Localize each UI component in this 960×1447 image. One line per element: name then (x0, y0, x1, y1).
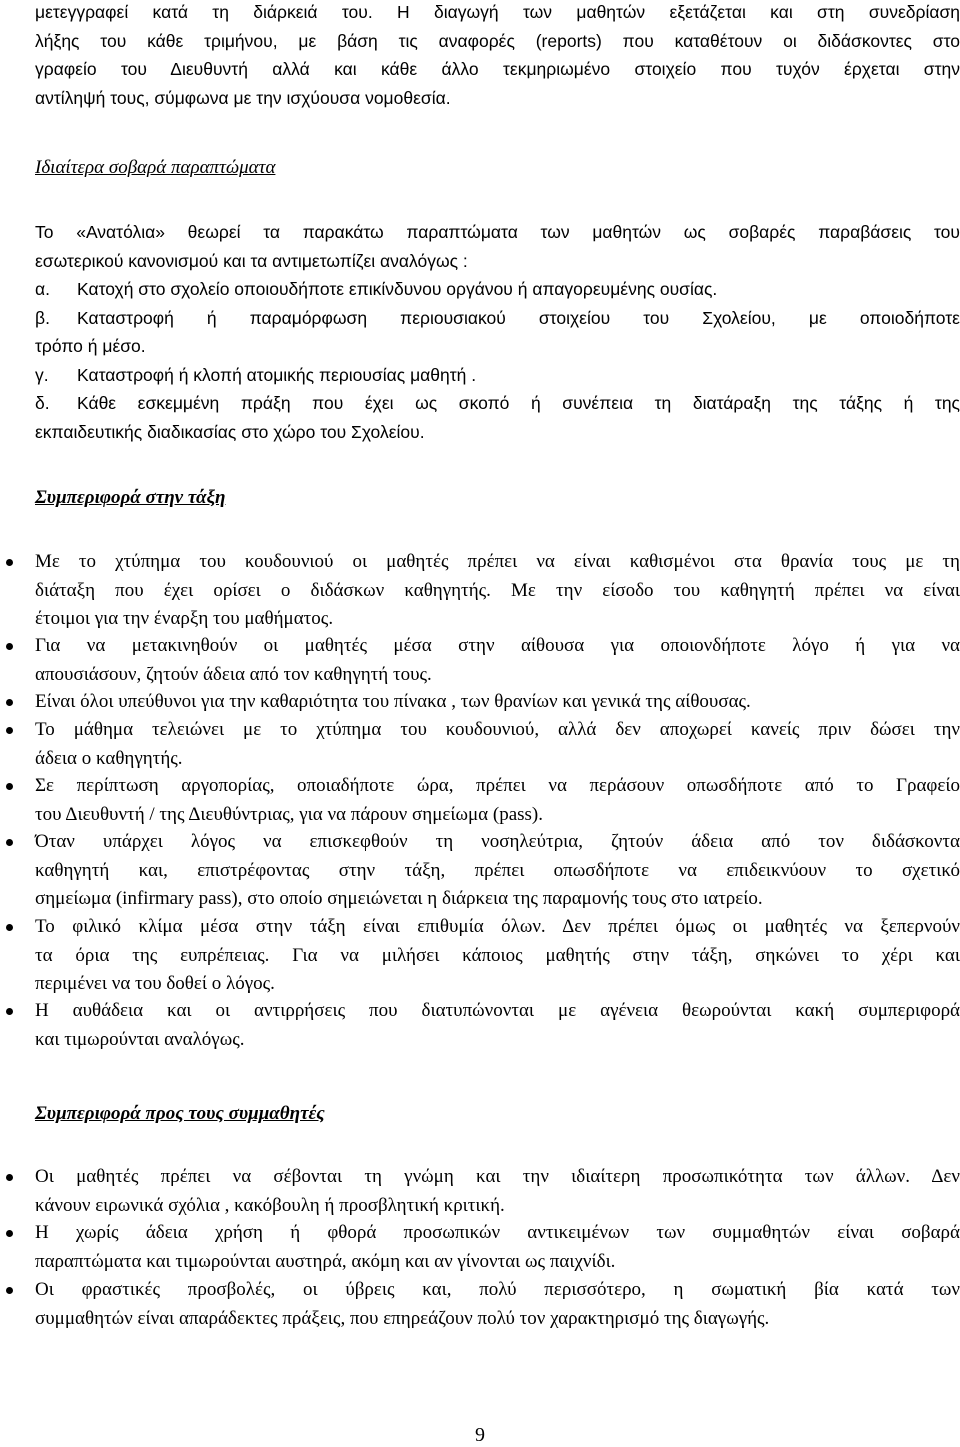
serious-offenses-body (35, 218, 960, 446)
bullet-icon (6, 1287, 13, 1294)
bullet-line: Για να μετακινηθούν οι μαθητές μέσα στην αίθουσα για οποιονδήποτε λόγο ή για να (35, 635, 960, 656)
bullet-line: περιμένει να του δοθεί ο λόγος. (35, 973, 275, 994)
bullet-icon (6, 839, 13, 846)
bullet-line: τα όρια της ευπρέπειας. Για να μιλήσει κάποιος μαθητής στην τάξη, σηκώνει το χέρι και (35, 944, 960, 966)
bullet-icon (6, 643, 13, 650)
bullet-line: διάταξη που έχει ορίσει ο διδάσκων καθηγητής. Με την είσοδο του καθηγητή πρέπει να είναι (35, 579, 960, 601)
bullet-icon (6, 559, 13, 566)
bullet-line: Η χωρίς άδεια χρήση ή φθορά προσωπικών αντικειμένων των συμμαθητών είναι σοβαρά (35, 1222, 960, 1243)
offense-item-a: α. Κατοχή στο σχολείο οποιουδήποτε επικίνδυνου οργάνου ή απαγορευμένης ουσίας. (35, 279, 718, 299)
bullet-icon (6, 1230, 13, 1237)
bullet-line: Το μάθημα τελειώνει με το χτύπημα του κουδουνιού, αλλά δεν αποχωρεί κανείς πριν δώσει την (35, 719, 960, 740)
offense-item-b: β. Καταστροφή ή παραμόρφωση περιουσιακού στοιχείου του Σχολείου, με οποιοδήποτε (35, 307, 960, 328)
bullet-line: και τιμωρούνται αναλόγως. (35, 1028, 245, 1050)
intro-line: μετεγγραφεί κατά τη διάρκειά του. Η διαγωγή των μαθητών εξετάζεται και στη συνεδρίαση (35, 2, 960, 22)
lead-line: Το «Ανατόλια» θεωρεί τα παρακάτω παραπτώματα των μαθητών ως σοβαρές παραβάσεις του (35, 222, 960, 242)
lead-line: εσωτερικού κανονισμού και τα αντιμετωπίζει αναλόγως : (35, 250, 468, 271)
bullet-line: απουσιάσουν, ζητούν άδεια από τον καθηγητή τους. (35, 663, 432, 685)
offense-item-d-cont: εκπαιδευτικής διαδικασίας στο χώρο του Σχολείου. (35, 421, 425, 442)
intro-paragraph (35, 0, 960, 112)
offense-item-d: δ. Κάθε εσκεμμένη πράξη που έχει ως σκοπό ή συνέπεια τη διατάραξη της τάξης ή της (35, 393, 960, 413)
bullet-line: Οι φραστικές προσβολές, οι ύβρεις και, πολύ περισσότερο, η σωματική βία κατά των (35, 1279, 960, 1300)
bullet-icon (6, 783, 13, 790)
bullet-line: Είναι όλοι υπεύθυνοι για την καθαριότητα του πίνακα , των θρανίων και γενικά της αίθουσας. (35, 691, 751, 712)
bullet-icon (6, 924, 13, 931)
bullet-line: Οι μαθητές πρέπει να σέβονται τη γνώμη και την ιδιαίτερη προσωπικότητα των άλλων. Δεν (35, 1166, 960, 1187)
bullet-line: σημείωμα (infirmary pass), στο οποίο σημειώνεται η διάρκεια της παραμονής τους στο ιατρείο. (35, 888, 763, 909)
intro-line: λήξης του κάθε τριμήνου, με βάση τις αναφορές (reports) που καταθέτουν οι διδάσκοντες στο (35, 30, 960, 51)
bullet-line: έτοιμοι για την έναρξη του μαθήματος. (35, 608, 334, 629)
bullet-line: Με το χτύπημα του κουδουνιού οι μαθητές πρέπει να είναι καθισμένοι στα θρανία τους με τη (35, 551, 960, 572)
page-number: 9 (475, 1424, 485, 1446)
section-heading-classroom-behavior: Συμπεριφορά στην τάξη (35, 487, 226, 508)
bullet-line: Όταν υπάρχει λόγος να επισκεφθούν τη νοσηλεύτρια, ζητούν άδεια από τον διδάσκοντα (35, 831, 960, 852)
intro-line: αντίληψή τους, σύμφωνα με την ισχύουσα νομοθεσία. (35, 87, 451, 108)
bullet-line: του Διευθυντή / της Διευθύντριας, για να πάρουν σημείωμα (pass). (35, 803, 543, 825)
section-heading-serious-offenses: Ιδιαίτερα σοβαρά παραπτώματα (35, 157, 276, 178)
section-heading-peer-behavior: Συμπεριφορά προς τους συμμαθητές (35, 1103, 325, 1124)
offense-item-c: γ. Καταστροφή ή κλοπή ατομικής περιουσίας μαθητή . (35, 364, 477, 385)
offense-item-b-cont: τρόπο ή μέσο. (35, 336, 146, 356)
bullet-icon (6, 699, 13, 706)
bullet-line: συμμαθητών είναι απαράδεκτες πράξεις, που επηρεάζουν πολύ τον χαρακτηρισμό της διαγωγής. (35, 1307, 770, 1329)
bullet-line: άδεια ο καθηγητής. (35, 747, 183, 769)
bullet-line: κάνουν ειρωνικά σχόλια , κακόβουλη ή προσβλητική κριτική. (35, 1194, 505, 1216)
bullet-icon (6, 1008, 13, 1015)
intro-line: γραφείο του Διευθυντή αλλά και κάθε άλλο τεκμηριωμένο στοιχείο που τυχόν έρχεται στην (35, 59, 960, 79)
bullet-line: Σε περίπτωση αργοπορίας, οποιαδήποτε ώρα, πρέπει να περάσουν οπωσδήποτε από το Γραφείο (35, 775, 960, 796)
bullet-line: Το φιλικό κλίμα μέσα στην τάξη είναι επιθυμία όλων. Δεν πρέπει όμως οι μαθητές να ξεπερνούν (35, 916, 960, 937)
bullet-line: Η αυθάδεια και οι αντιρρήσεις που διατυπώνονται με αγένεια θεωρούνται κακή συμπεριφορά (35, 1000, 960, 1021)
bullet-line: καθηγητή και, επιστρέφοντας στην τάξη, πρέπει οπωσδήποτε να επιδεικνύουν το σχετικό (35, 859, 960, 881)
bullet-icon (6, 727, 13, 734)
bullet-line: παραπτώματα και τιμωρούνται αυστηρά, ακόμη και αν γίνονται ως παιχνίδι. (35, 1250, 616, 1272)
bullet-icon (6, 1174, 13, 1181)
